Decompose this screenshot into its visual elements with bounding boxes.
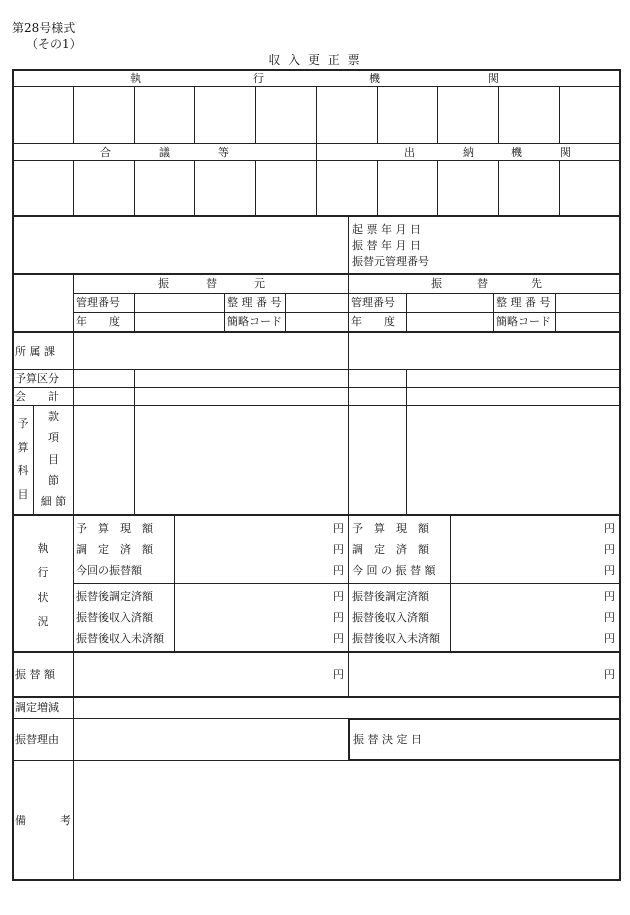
yen-to-5: 円 xyxy=(604,611,615,624)
yen-to-3: 円 xyxy=(604,564,615,577)
yen-to-6: 円 xyxy=(604,632,615,645)
exec-from-5: 振替後収入済額 xyxy=(76,611,153,624)
treasury-h-1: 出 xyxy=(404,146,415,159)
exec-to-2: 調 定 済 額 xyxy=(352,543,429,556)
yen-from-6: 円 xyxy=(333,632,344,645)
to-mgmt-label: 管理番号 xyxy=(351,296,395,309)
from-title-2: 替 xyxy=(206,277,217,290)
from-arrange-label: 整 理 番 号 xyxy=(227,296,282,309)
council-h-1: 合 xyxy=(100,146,111,159)
yen-from-2: 円 xyxy=(333,543,344,556)
yen-from-5: 円 xyxy=(333,611,344,624)
to-title-2: 替 xyxy=(477,277,488,290)
yen-to-1: 円 xyxy=(604,522,615,535)
yen-from-3: 円 xyxy=(333,564,344,577)
form-title: 収 入 更 正 票 xyxy=(268,53,362,67)
exec-h-4: 関 xyxy=(488,72,499,85)
exec-from-1: 予 算 現 額 xyxy=(76,522,153,535)
treasury-h-4: 関 xyxy=(560,146,571,159)
border-bottom xyxy=(12,879,621,881)
council-h-3: 等 xyxy=(218,146,229,159)
remarks-label-2: 考 xyxy=(60,814,71,827)
exec-from-3: 今回の振替額 xyxy=(76,564,142,577)
dept-label: 所 属 課 xyxy=(15,345,55,358)
from-abbr-label: 簡略コード xyxy=(227,315,282,328)
transfer-amount-label: 振 替 額 xyxy=(15,668,55,681)
exec-to-1: 予 算 現 額 xyxy=(352,522,429,535)
budget-div-label: 予算区分 xyxy=(15,372,59,385)
source-mgmt-label: 振替元管理番号 xyxy=(352,255,429,268)
from-mgmt-label: 管理番号 xyxy=(76,296,120,309)
transfer-reason-label: 振替理由 xyxy=(15,733,59,746)
issue-date-label: 起 票 年 月 日 xyxy=(352,223,421,236)
transfer-date-label: 振 替 年 月 日 xyxy=(352,239,421,252)
yen-to-4: 円 xyxy=(604,590,615,603)
yen-from-1: 円 xyxy=(333,522,344,535)
adjust-change-label: 調定増減 xyxy=(15,701,59,714)
yen-amount-from: 円 xyxy=(333,668,344,681)
from-title-3: 元 xyxy=(254,277,265,290)
account-label: 会 計 xyxy=(15,390,59,403)
from-title-1: 振 xyxy=(158,277,169,290)
exec-h-3: 機 xyxy=(369,72,380,85)
to-abbr-label: 簡略コード xyxy=(496,315,551,328)
transfer-decision-label: 振 替 決 定 日 xyxy=(353,733,422,746)
exec-h-1: 執 xyxy=(130,72,141,85)
border-top xyxy=(12,69,621,71)
exec-to-3: 今 回 の 振 替 額 xyxy=(352,564,436,577)
exec-to-4: 振替後調定済額 xyxy=(352,590,429,603)
from-year-label: 年 度 xyxy=(76,315,120,328)
to-title-3: 先 xyxy=(531,277,542,290)
exec-h-2: 行 xyxy=(253,72,264,85)
treasury-h-2: 納 xyxy=(463,146,474,159)
exec-to-6: 振替後収入未済額 xyxy=(352,632,440,645)
to-year-label: 年 度 xyxy=(351,315,395,328)
budget-sub-label: 款 項 目 節 細 節 xyxy=(40,410,67,508)
form-number: 第28号様式 xyxy=(12,21,76,35)
to-title-1: 振 xyxy=(431,277,442,290)
exec-from-2: 調 定 済 額 xyxy=(76,543,153,556)
form-sub: （その1） xyxy=(26,37,82,51)
to-arrange-label: 整 理 番 号 xyxy=(496,296,551,309)
budget-item-label: 予 算 科 目 xyxy=(17,417,29,501)
exec-from-4: 振替後調定済額 xyxy=(76,590,153,603)
remarks-label-1: 備 xyxy=(15,814,26,827)
yen-from-4: 円 xyxy=(333,590,344,603)
yen-to-2: 円 xyxy=(604,543,615,556)
yen-amount-to: 円 xyxy=(604,668,615,681)
treasury-h-3: 機 xyxy=(511,146,522,159)
exec-to-5: 振替後収入済額 xyxy=(352,611,429,624)
exec-status-label: 執 行 状 況 xyxy=(37,542,49,628)
exec-from-6: 振替後収入未済額 xyxy=(76,632,164,645)
council-h-2: 議 xyxy=(159,146,170,159)
